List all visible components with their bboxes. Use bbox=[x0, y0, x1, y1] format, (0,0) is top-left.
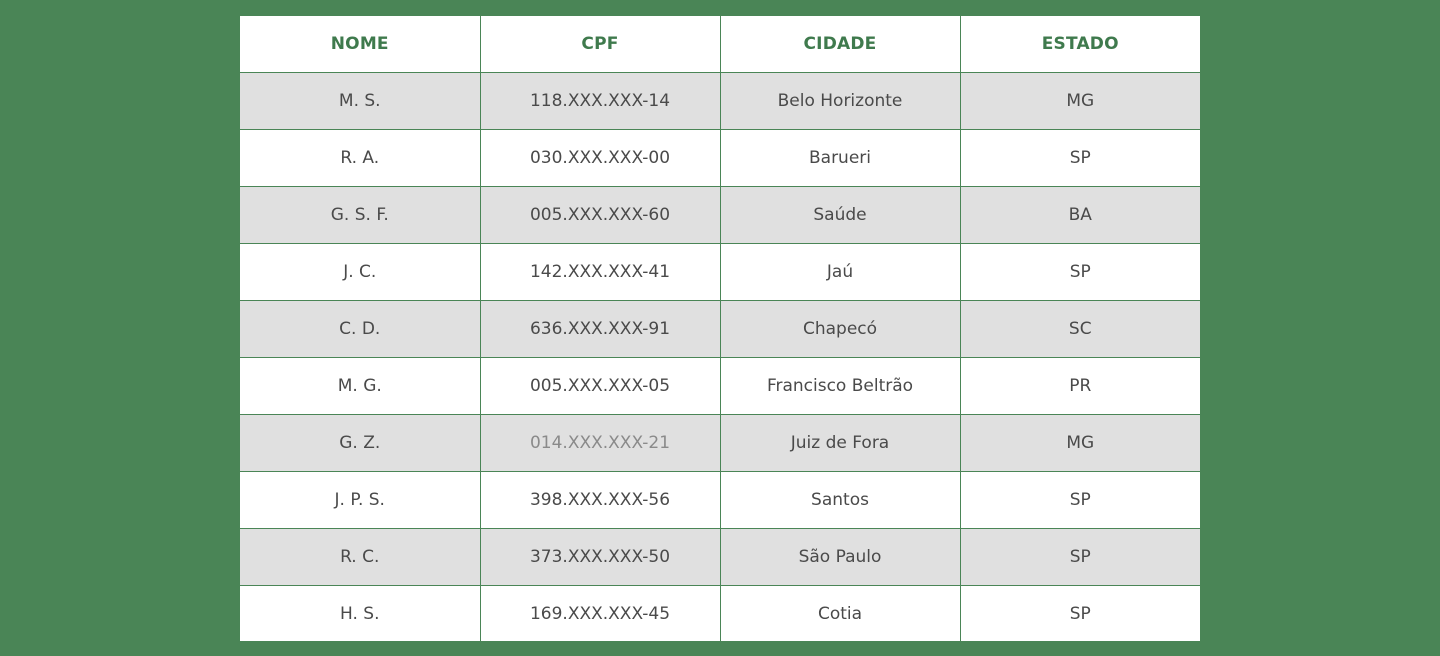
data-table-container bbox=[240, 16, 1200, 641]
cell-cidade: Santos bbox=[720, 472, 960, 529]
cell-cidade: Jaú bbox=[720, 244, 960, 301]
cell-estado: SP bbox=[960, 529, 1200, 586]
cell-estado: MG bbox=[960, 73, 1200, 130]
table-row bbox=[240, 187, 1200, 244]
table-row bbox=[240, 73, 1200, 130]
cell-cpf: 398.XXX.XXX-56 bbox=[480, 472, 720, 529]
cell-estado: SP bbox=[960, 130, 1200, 187]
cell-cidade: Saúde bbox=[720, 187, 960, 244]
cell-nome: M. G. bbox=[240, 358, 480, 415]
cell-cpf: 142.XXX.XXX-41 bbox=[480, 244, 720, 301]
cell-cidade: Francisco Beltrão bbox=[720, 358, 960, 415]
cell-estado: PR bbox=[960, 358, 1200, 415]
cell-nome: M. S. bbox=[240, 73, 480, 130]
table-row bbox=[240, 358, 1200, 415]
cell-nome: G. Z. bbox=[240, 415, 480, 472]
cell-nome: R. C. bbox=[240, 529, 480, 586]
table-row bbox=[240, 586, 1200, 642]
cell-estado: BA bbox=[960, 187, 1200, 244]
cell-cpf: 373.XXX.XXX-50 bbox=[480, 529, 720, 586]
cell-estado: SP bbox=[960, 472, 1200, 529]
column-header-estado: ESTADO bbox=[960, 16, 1200, 73]
cell-nome: G. S. F. bbox=[240, 187, 480, 244]
cell-estado: SP bbox=[960, 586, 1200, 642]
cell-cpf: 030.XXX.XXX-00 bbox=[480, 130, 720, 187]
cell-nome: J. P. S. bbox=[240, 472, 480, 529]
table-row bbox=[240, 301, 1200, 358]
cell-cpf: 636.XXX.XXX-91 bbox=[480, 301, 720, 358]
column-header-cidade: CIDADE bbox=[720, 16, 960, 73]
cell-estado: SP bbox=[960, 244, 1200, 301]
cell-cidade: Belo Horizonte bbox=[720, 73, 960, 130]
table-header bbox=[240, 16, 1200, 73]
cell-nome: H. S. bbox=[240, 586, 480, 642]
cell-cpf: 014.XXX.XXX-21 bbox=[480, 415, 720, 472]
cell-estado: SC bbox=[960, 301, 1200, 358]
cell-cpf: 169.XXX.XXX-45 bbox=[480, 586, 720, 642]
cell-nome: C. D. bbox=[240, 301, 480, 358]
cell-cidade: Juiz de Fora bbox=[720, 415, 960, 472]
cell-nome: R. A. bbox=[240, 130, 480, 187]
cell-estado: MG bbox=[960, 415, 1200, 472]
column-header-nome: NOME bbox=[240, 16, 480, 73]
cell-cidade: Barueri bbox=[720, 130, 960, 187]
table-row bbox=[240, 130, 1200, 187]
cell-nome: J. C. bbox=[240, 244, 480, 301]
column-header-cpf: CPF bbox=[480, 16, 720, 73]
cell-cidade: Chapecó bbox=[720, 301, 960, 358]
cell-cidade: Cotia bbox=[720, 586, 960, 642]
header-row bbox=[240, 16, 1200, 73]
cell-cpf: 005.XXX.XXX-60 bbox=[480, 187, 720, 244]
cell-cpf: 118.XXX.XXX-14 bbox=[480, 73, 720, 130]
data-table bbox=[240, 16, 1200, 641]
cell-cidade: São Paulo bbox=[720, 529, 960, 586]
table-row bbox=[240, 472, 1200, 529]
table-body bbox=[240, 73, 1200, 642]
table-row bbox=[240, 529, 1200, 586]
cell-cpf: 005.XXX.XXX-05 bbox=[480, 358, 720, 415]
table-row bbox=[240, 415, 1200, 472]
table-row bbox=[240, 244, 1200, 301]
